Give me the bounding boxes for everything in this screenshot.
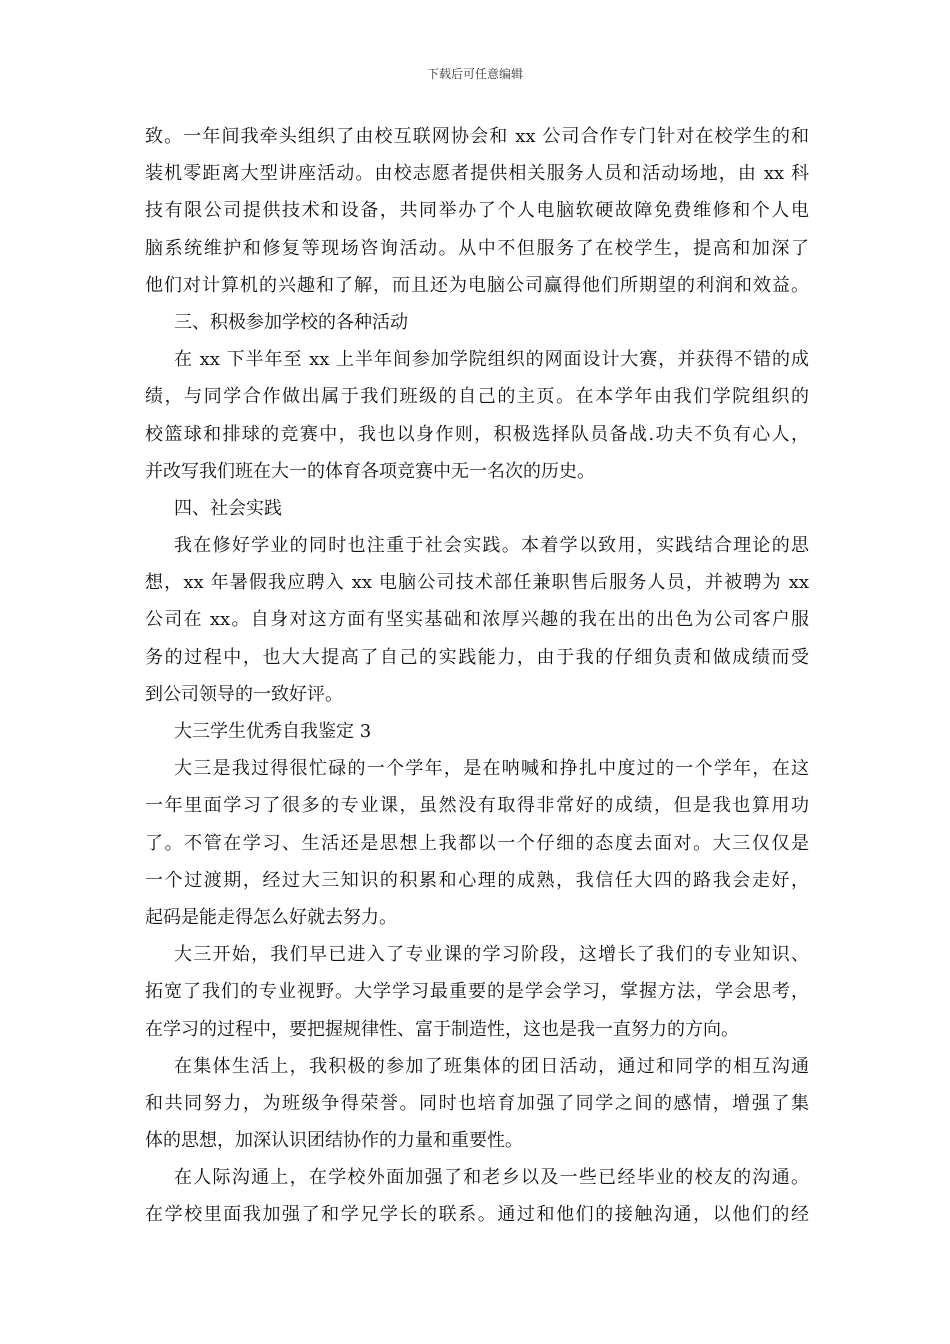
text-line: 一年里面学习了很多的专业课，虽然没有取得非常好的成绩，但是我也算用功 xyxy=(145,795,809,817)
text-line: 在学习的过程中，要把握规律性、富于制造性，这也是我一直努力的方向。 xyxy=(145,1018,739,1040)
text-line: 体的思想，加深认识团结协作的力量和重要性。 xyxy=(145,1130,523,1152)
text-line: 到公司领导的一致好评。 xyxy=(145,683,343,705)
text-line: 四、社会实践 xyxy=(174,497,282,519)
text-line: 致。一年间我牵头组织了由校互联网协会和 xx 公司合作专门针对在校学生的和 xyxy=(145,126,809,147)
page-header: 下载后可任意编辑 xyxy=(426,67,523,81)
text-line: 技有限公司提供技术和设备，共同举办了个人电脑软硬故障免费维修和个人电 xyxy=(145,200,809,222)
text-line: 了。不管在学习、生活还是思想上我都以一个仔细的态度去面对。大三仅仅是 xyxy=(145,832,809,854)
text-line: 校篮球和排球的竞赛中，我也以身作则，积极选择队员备战.功夫不负有心人， xyxy=(145,423,809,445)
text-line: 绩，与同学合作做出属于我们班级的自己的主页。在本学年由我们学院组织的 xyxy=(145,386,809,408)
text-line: 我在修好学业的同时也注重于社会实践。本着学以致用，实践结合理论的思 xyxy=(174,535,809,557)
text-line: 一个过渡期，经过大三知识的积累和心理的成熟，我信任大四的路我会走好， xyxy=(145,869,809,891)
text-line: 他们对计算机的兴趣和了解，而且还为电脑公司赢得他们所期望的利润和效益。 xyxy=(145,274,809,296)
text-line: 和共同努力，为班级争得荣誉。同时也培育加强了同学之间的感情，增强了集 xyxy=(145,1092,809,1114)
text-line: 公司在 xx。自身对这方面有坚实基础和浓厚兴趣的我在出的出色为公司客户服 xyxy=(145,609,809,631)
document-body xyxy=(145,118,809,1234)
text-line: 装机零距离大型讲座活动。由校志愿者提供相关服务人员和活动场地，由 xx 科 xyxy=(145,163,809,185)
text-line: 想，xx 年暑假我应聘入 xx 电脑公司技术部任兼职售后服务人员，并被聘为 xx xyxy=(145,572,809,594)
text-line: 并改写我们班在大一的体育各项竞赛中无一名次的历史。 xyxy=(145,460,595,482)
text-line: 在 xx 下半年至 xx 上半年间参加学院组织的网面设计大赛，并获得不错的成 xyxy=(174,349,809,371)
text-line: 三、积极参加学校的各种活动 xyxy=(174,311,408,333)
text-line: 大三开始，我们早已进入了专业课的学习阶段，这增长了我们的专业知识、 xyxy=(174,944,809,966)
text-line: 大三是我过得很忙碌的一个学年，是在呐喊和挣扎中度过的一个学年，在这 xyxy=(174,758,809,780)
text-line: 大三学生优秀自我鉴定 3 xyxy=(174,721,372,742)
text-line: 在集体生活上，我积极的参加了班集体的团日活动，通过和同学的相互沟通 xyxy=(174,1055,809,1077)
text-line: 拓宽了我们的专业视野。大学学习最重要的是学会学习，掌握方法，学会思考， xyxy=(145,981,809,1003)
text-line: 务的过程中，也大大提高了自己的实践能力，由于我的仔细负责和做成绩而受 xyxy=(145,646,809,668)
text-line: 起码是能走得怎么好就去努力。 xyxy=(145,906,397,928)
text-line: 在学校里面我加强了和学兄学长的联系。通过和他们的接触沟通，以他们的经 xyxy=(145,1204,809,1226)
text-line: 脑系统维护和修复等现场咨询活动。从中不但服务了在校学生，提高和加深了 xyxy=(145,237,809,259)
text-line: 在人际沟通上，在学校外面加强了和老乡以及一些已经毕业的校友的沟通。 xyxy=(174,1167,809,1189)
